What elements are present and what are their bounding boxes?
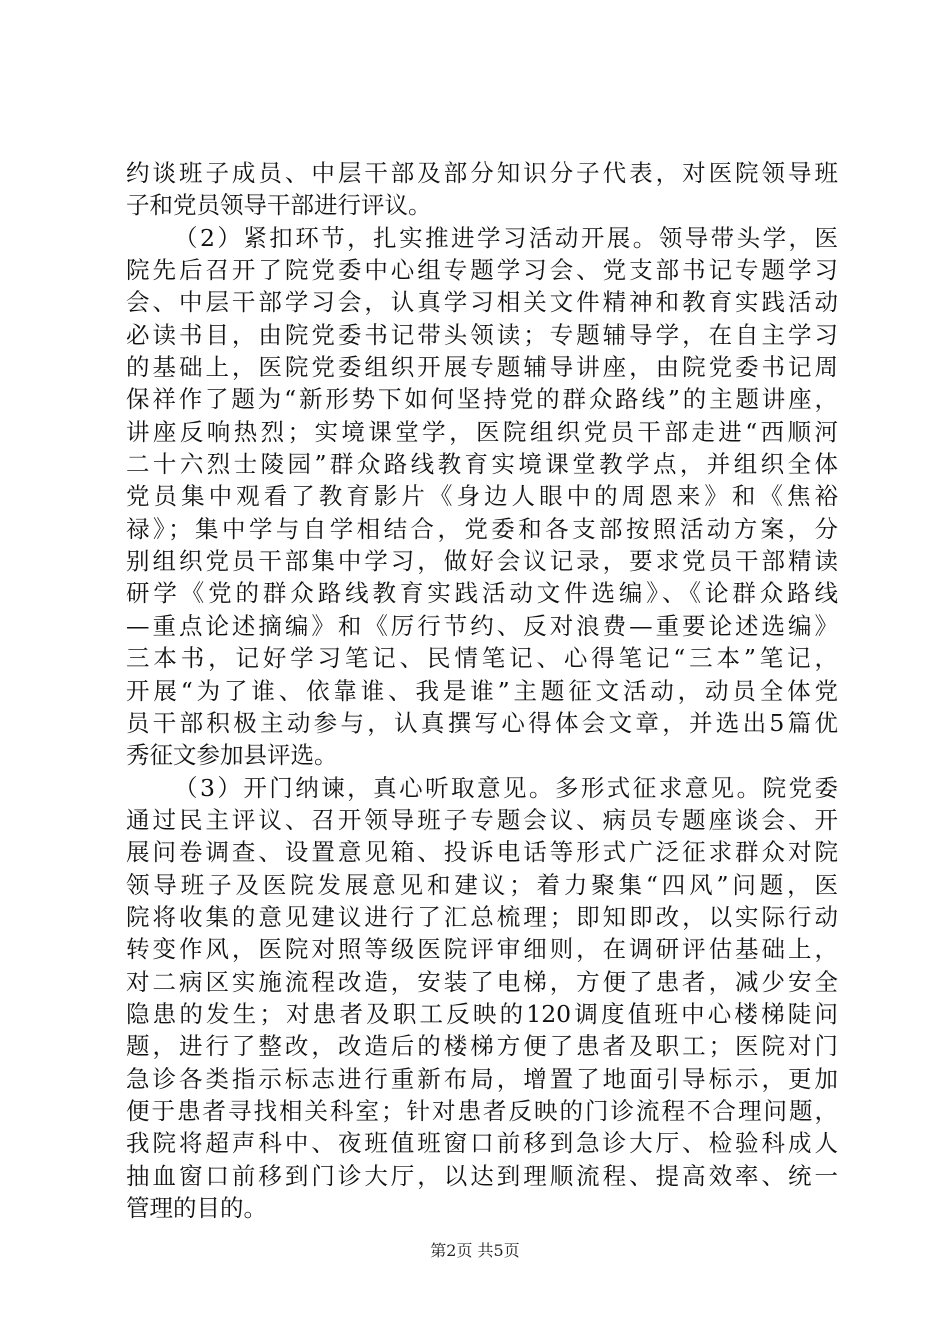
- text-line: 题，进行了整改，改造后的楼梯方便了患者及职工；医院对门: [126, 1032, 838, 1061]
- text-line: 展问卷调查、设置意见箱、投诉电话等形式广泛征求群众对院: [126, 838, 838, 867]
- text-line: 二十六烈士陵园”群众路线教育实境课堂教学点，并组织全体: [126, 450, 838, 479]
- text-line: 会、中层干部学习会，认真学习相关文件精神和教育实践活动: [126, 288, 838, 317]
- text-line: 院先后召开了院党委中心组专题学习会、党支部书记专题学习: [126, 256, 838, 285]
- text-line: 党员集中观看了教育影片《身边人眼中的周恩来》和《焦裕: [126, 482, 838, 511]
- text-line: 别组织党员干部集中学习，做好会议记录，要求党员干部精读: [126, 547, 838, 576]
- page-number: 第2页 共5页: [430, 1241, 520, 1260]
- text-line: —重点论述摘编》和《厉行节约、反对浪费—重要论述选编》: [126, 611, 838, 640]
- text-line: 禄》；集中学与自学相结合，党委和各支部按照活动方案，分: [126, 514, 838, 543]
- text-line: 的基础上，医院党委组织开展专题辅导讲座，由院党委书记周: [126, 353, 838, 382]
- text-line: 我院将超声科中、夜班值班窗口前移到急诊大厅、检验科成人: [126, 1129, 838, 1158]
- text-line: 转变作风，医院对照等级医院评审细则，在调研评估基础上，: [126, 935, 838, 964]
- page-footer: [0, 1241, 950, 1261]
- text-line: 抽血窗口前移到门诊大厅，以达到理顺流程、提高效率、统一: [126, 1161, 838, 1190]
- text-line: 开展“为了谁、依靠谁、我是谁”主题征文活动，动员全体党: [126, 676, 838, 705]
- text-line: 管理的目的。: [126, 1194, 267, 1222]
- text-line: 研学《党的群众路线教育实践活动文件选编》、《论群众路线: [126, 579, 838, 608]
- text-line: 便于患者寻找相关科室；针对患者反映的门诊流程不合理问题，: [126, 1096, 838, 1125]
- text-line: 领导班子及医院发展意见和建议；着力聚集“四风”问题，医: [126, 870, 838, 899]
- text-line: 保祥作了题为“新形势下如何坚持党的群众路线”的主题讲座，: [126, 385, 838, 414]
- text-line: 通过民主评议、召开领导班子专题会议、病员专题座谈会、开: [126, 805, 838, 834]
- text-line: （2）紧扣环节，扎实推进学习活动开展。领导带头学，医: [174, 223, 838, 252]
- text-line: 必读书目，由院党委书记带头领读；专题辅导学，在自主学习: [126, 320, 838, 349]
- text-line: 约谈班子成员、中层干部及部分知识分子代表，对医院领导班: [126, 159, 838, 187]
- text-line: 急诊各类指示标志进行重新布局，增置了地面引导标示，更加: [126, 1064, 838, 1093]
- text-line: 对二病区实施流程改造，安装了电梯，方便了患者，减少安全: [126, 967, 838, 996]
- text-line: 秀征文参加县评选。: [126, 741, 338, 770]
- text-line: （3）开门纳谏，真心听取意见。多形式征求意见。院党委: [174, 773, 838, 802]
- text-line: 员干部积极主动参与，认真撰写心得体会文章，并选出5篇优: [126, 708, 838, 737]
- body-text: [126, 157, 838, 1224]
- text-line: 隐患的发生；对患者及职工反映的120调度值班中心楼梯陡问: [126, 999, 838, 1028]
- text-line: 子和党员领导干部进行评议。: [126, 191, 432, 220]
- text-line: 三本书，记好学习笔记、民情笔记、心得笔记“三本”笔记，: [126, 644, 838, 673]
- text-line: 院将收集的意见建议进行了汇总梳理；即知即改，以实际行动: [126, 902, 838, 931]
- text-line: 讲座反响热烈；实境课堂学，医院组织党员干部走进“西顺河: [126, 417, 838, 446]
